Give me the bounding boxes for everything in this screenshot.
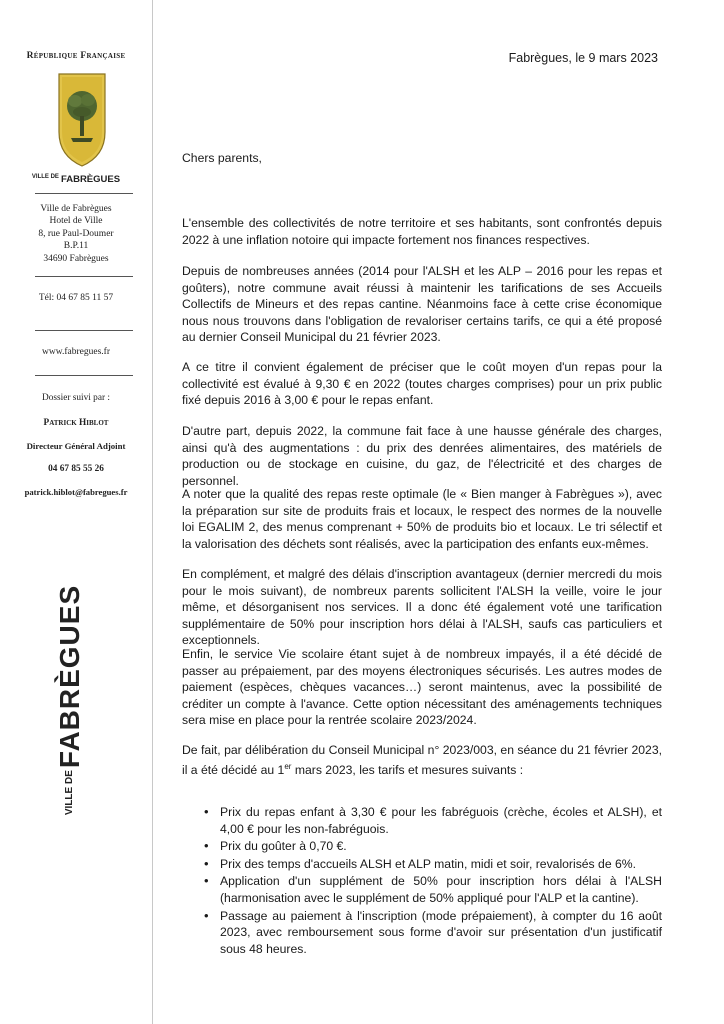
- decision-superscript: er: [284, 761, 292, 771]
- paragraph: D'autre part, depuis 2022, la commune fait face à une hausse générale des charges, ainsi qu'à des augmentations : du prix des denrées alimentaires, des matériels de production ou de stockage en cuisine, du gaz, de l'électricité et des charges de personnel.: [182, 424, 662, 488]
- list-item: • Prix du repas enfant à 3,30 € pour les fabréguois (crèche, écoles et ALSH), et 4,00 € pour les non-fabréguois.: [182, 804, 662, 837]
- vertical-prefix: VILLE DE: [64, 770, 75, 816]
- contact-name: Patrick Hiblot: [43, 418, 109, 428]
- contact-phone: 04 67 85 55 26: [48, 464, 104, 474]
- divider: [35, 193, 133, 194]
- vertical-town-name: [54, 585, 86, 815]
- website-link[interactable]: www.fabregues.fr: [42, 347, 110, 357]
- paragraph: Depuis de nombreuses années (2014 pour l'ALSH et les ALP – 2016 pour les repas et goûters), notre commune avait réussi à maintenir les tarifications de ses Accueils Collectifs de Mineurs et des repas cantine. Néanmoins face à cette crise économique nous nous trouvons dans l'obligation de revaloriser certains tarifs, ce qui a été proposé au dernier Conseil Municipal du 21 février 2023.: [182, 264, 662, 345]
- address-block: [0, 203, 152, 265]
- measures-list: [182, 804, 662, 958]
- list-item: • Prix des temps d'accueils ALSH et ALP matin, midi et soir, revalorisés de 6%.: [182, 856, 662, 873]
- address-line: B.P.11: [63, 241, 89, 252]
- list-item: • Application d'un supplément de 50% pour inscription hors délai à l'ALSH (harmonisation avec le supplément de 50% appliqué pour l'ALP et la cantine).: [182, 873, 662, 906]
- republic-heading: République Française: [26, 51, 126, 61]
- divider: [35, 330, 133, 331]
- paragraph: L'ensemble des collectivités de notre territoire et ses habitants, sont confrontés depuis 2022 à une inflation notoire qui impacte fortement nos finances respectives.: [182, 216, 662, 247]
- crest-name: FABRÈGUES: [60, 174, 121, 185]
- decision-paragraph: [182, 742, 662, 778]
- divider: [35, 276, 133, 277]
- address-line: 8, rue Paul-Doumer: [38, 228, 114, 239]
- vertical-name: FABRÈGUES: [54, 584, 85, 769]
- contact-role: Directeur Général Adjoint: [26, 441, 126, 451]
- crest-prefix: VILLE DE: [31, 174, 59, 180]
- contact-email[interactable]: patrick.hiblot@fabregues.fr: [24, 487, 128, 497]
- coat-of-arms-icon: [57, 72, 107, 168]
- divider: [35, 375, 133, 376]
- address-line: Hotel de Ville: [49, 216, 103, 227]
- decision-text: De fait, par délibération du Conseil Municipal n° 2023/003, en séance du 21 février 2023, il a été décidé au 1: [182, 743, 662, 777]
- address-line: 34690 Fabrègues: [43, 253, 109, 264]
- decision-text: mars 2023, les tarifs et mesures suivants :: [291, 762, 524, 777]
- paragraph: A noter que la qualité des repas reste optimale (le « Bien manger à Fabrègues »), avec la préparation sur site de produits frais et locaux, le respect des normes de la nouvelle loi EGALIM 2, des menus comprenant + 50% de produits bio et locaux. Le tri sélectif et la valorisation des déchets sont réalisés, avec la participation des enfants eux-mêmes.: [182, 487, 662, 551]
- letter-date: Fabrègues, le 9 mars 2023: [508, 51, 658, 65]
- greeting: Chers parents,: [182, 151, 262, 165]
- letterhead-sidebar: [0, 0, 153, 1024]
- paragraph: Enfin, le service Vie scolaire étant sujet à de nombreux impayés, il a été décidé de passer au prépaiement, par des moyens électroniques sécurisés. Les autres modes de paiement (espèces, chèques vacances…) seront maintenus, avec la possibilité de créditer un compte à l'avance. Cette option nécessitant des aménagements techniques sera mise en place pour la rentrée scolaire 2023/2024.: [182, 647, 662, 728]
- list-item: • Prix du goûter à 0,70 €.: [182, 838, 662, 855]
- crest-caption: [0, 174, 152, 185]
- list-item: • Passage au paiement à l'inscription (mode prépaiement), à compter du 16 août 2023, avec remboursement sous forme d'avoir sur présentation d'un justificatif sous 48 heures.: [182, 908, 662, 958]
- phone-number: Tél: 04 67 85 11 57: [38, 293, 114, 303]
- dossier-label: Dossier suivi par :: [42, 393, 110, 403]
- paragraph: A ce titre il convient également de préciser que le coût moyen d'un repas pour la collectivité est évalué à 9,30 € en 2022 (toutes charges comprises) pour un prix public fixé depuis 2016 à 3,00 € pour le repas enfant.: [182, 360, 662, 408]
- address-line: Ville de Fabrègues: [40, 204, 112, 214]
- paragraph: En complément, et malgré des délais d'inscription avantageux (dernier mercredi du mois pour le mois suivant), de nombreux parents sollicitent l'ALSH la veille, voire le jour même, et désorganisent nos services. Il a donc été également voté une tarification supplémentaire de 50% pour inscription hors délai à l'ALSH, saufs cas particuliers et exceptionnels.: [182, 567, 662, 648]
